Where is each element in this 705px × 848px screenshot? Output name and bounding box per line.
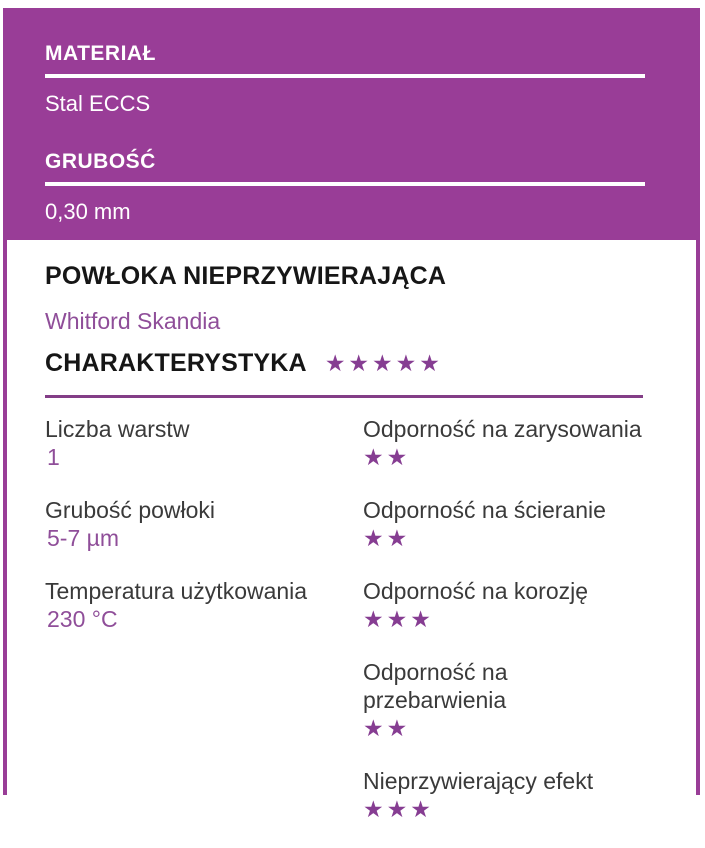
rating-label: Odporność na zarysowania (363, 416, 642, 442)
coating-section (7, 240, 696, 848)
spec-value: 5-7 µm (47, 525, 120, 551)
rating-stars: ★★ (363, 444, 411, 470)
material-underline (45, 74, 645, 78)
spec-value: 1 (47, 444, 60, 470)
spec-label: Grubość powłoki (45, 497, 216, 523)
spec-label: Temperatura użytkowania (45, 578, 308, 604)
material-header-section (7, 12, 696, 240)
material-label: MATERIAŁ (45, 42, 156, 65)
rating-label: Odporność na ścieranie (363, 497, 606, 523)
thickness-underline (45, 182, 645, 186)
thickness-field (45, 150, 656, 225)
rating-stars: ★★★ (363, 796, 434, 822)
thickness-label: GRUBOŚĆ (45, 150, 156, 173)
overall-rating-stars: ★★★★★ (324, 350, 443, 376)
rating-stars: ★★★ (363, 606, 434, 632)
product-spec-card (3, 8, 700, 822)
rating-label: Odporność na korozję (363, 578, 589, 604)
coating-name: Whitford Skandia (45, 308, 221, 334)
rating-label: Nieprzywierający efekt (363, 768, 594, 794)
spec-value: 230 °C (47, 606, 118, 632)
thickness-value: 0,30 mm (45, 199, 131, 224)
spec-item-layers (45, 415, 363, 471)
characteristics-label: CHARAKTERYSTYKA (45, 349, 307, 377)
spec-item-coating-thickness (45, 496, 363, 552)
rating-label: Odporność na przebarwienia (363, 659, 508, 713)
rating-stars: ★★ (363, 715, 411, 741)
rating-item-scratch (363, 415, 656, 471)
ratings-column (363, 415, 656, 848)
spec-columns (45, 415, 656, 848)
material-value: Stal ECCS (45, 91, 151, 116)
spec-label: Liczba warstw (45, 416, 190, 442)
rating-item-corrosion (363, 577, 656, 633)
section-divider (45, 395, 643, 398)
rating-item-discoloration (363, 658, 656, 742)
rating-item-nonstick (363, 767, 656, 823)
rating-item-abrasion (363, 496, 656, 552)
material-field (45, 42, 656, 117)
spec-item-temperature (45, 577, 363, 633)
rating-stars: ★★ (363, 525, 411, 551)
specs-column (45, 415, 363, 848)
characteristics-row (45, 348, 656, 378)
coating-title: POWŁOKA NIEPRZYWIERAJĄCA (45, 262, 447, 290)
